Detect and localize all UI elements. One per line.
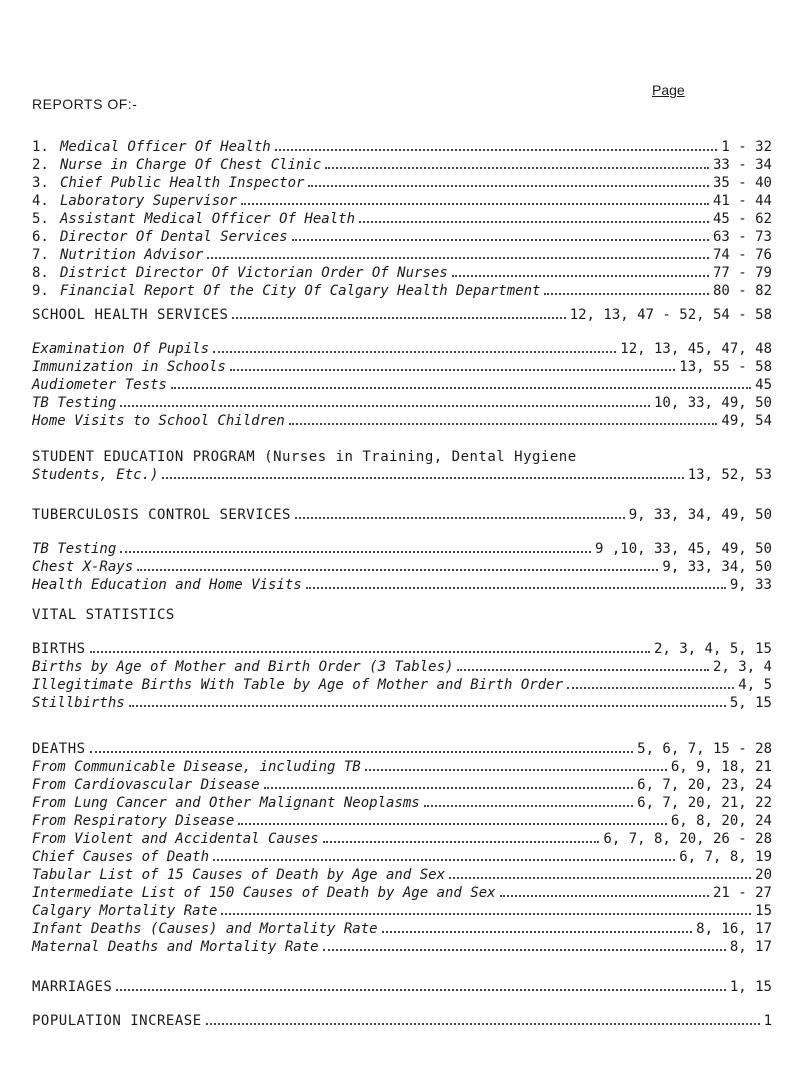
list-item: 2. Nurse in Charge Of Chest Clinic 33 - 34 xyxy=(32,157,772,173)
list-item: Home Visits to School Children 49, 54 xyxy=(32,413,772,429)
section-heading-continued: Students, Etc.) 13, 52, 53 xyxy=(32,467,772,483)
list-item: Calgary Mortality Rate 15 xyxy=(32,903,772,919)
list-item: 5. Assistant Medical Officer Of Health 45 - 62 xyxy=(32,211,772,227)
list-item: From Respiratory Disease 6, 8, 20, 24 xyxy=(32,813,772,829)
list-item: Illegitimate Births With Table by Age of Mother and Birth Order 4, 5 xyxy=(32,677,772,693)
list-item: Maternal Deaths and Mortality Rate 8, 17 xyxy=(32,939,772,955)
subsection-heading: MARRIAGES 1, 15 xyxy=(32,979,772,995)
list-item: 3. Chief Public Health Inspector 35 - 40 xyxy=(32,175,772,191)
list-item: TB Testing 9 ,10, 33, 45, 49, 50 xyxy=(32,541,772,557)
index-page xyxy=(32,0,772,1088)
list-item: Audiometer Tests 45 xyxy=(32,377,772,393)
reports-list xyxy=(32,138,772,300)
list-item: 8. District Director Of Victorian Order Of Nurses 77 - 79 xyxy=(32,265,772,281)
list-item: 1. Medical Officer Of Health 1 - 32 xyxy=(32,139,772,155)
list-item: Births by Age of Mother and Birth Order (3 Tables) 2, 3, 4 xyxy=(32,659,772,675)
list-item: Intermediate List of 150 Causes of Death by Age and Sex 21 - 27 xyxy=(32,885,772,901)
list-item: 7. Nutrition Advisor 74 - 76 xyxy=(32,247,772,263)
page-column-label: Page xyxy=(652,82,685,98)
list-item: Stillbirths 5, 15 xyxy=(32,695,772,711)
section-heading: STUDENT EDUCATION PROGRAM (Nurses in Training, Dental Hygiene xyxy=(32,449,577,465)
tb-control-items xyxy=(32,540,772,594)
section-heading: TUBERCULOSIS CONTROL SERVICES 9, 33, 34, 49, 50 xyxy=(32,507,772,523)
list-item: Chief Causes of Death 6, 7, 8, 19 xyxy=(32,849,772,865)
list-item: Chest X-Rays 9, 33, 34, 50 xyxy=(32,559,772,575)
list-item: 6. Director Of Dental Services 63 - 73 xyxy=(32,229,772,245)
list-item: 4. Laboratory Supervisor 41 - 44 xyxy=(32,193,772,209)
school-health-items xyxy=(32,340,772,430)
school-health-section xyxy=(32,306,772,324)
list-item: TB Testing 10, 33, 49, 50 xyxy=(32,395,772,411)
population-section xyxy=(32,1012,772,1030)
reports-title: REPORTS OF:- xyxy=(32,96,138,112)
section-heading: SCHOOL HEALTH SERVICES 12, 13, 47 - 52, 54 - 58 xyxy=(32,307,772,323)
list-item: From Lung Cancer and Other Malignant Neoplasms 6, 7, 20, 21, 22 xyxy=(32,795,772,811)
deaths-section xyxy=(32,740,772,956)
subsection-heading: BIRTHS 2, 3, 4, 5, 15 xyxy=(32,641,772,657)
list-item: From Violent and Accidental Causes 6, 7, 8, 20, 26 - 28 xyxy=(32,831,772,847)
student-education-section xyxy=(32,448,772,484)
births-section xyxy=(32,640,772,712)
vital-statistics-section xyxy=(32,606,772,624)
tb-control-section xyxy=(32,506,772,524)
subsection-heading: POPULATION INCREASE 1 xyxy=(32,1013,772,1029)
list-item: From Communicable Disease, including TB 6, 9, 18, 21 xyxy=(32,759,772,775)
subsection-heading: DEATHS 5, 6, 7, 15 - 28 xyxy=(32,741,772,757)
list-item: Immunization in Schools 13, 55 - 58 xyxy=(32,359,772,375)
list-item: Health Education and Home Visits 9, 33 xyxy=(32,577,772,593)
list-item: Examination Of Pupils 12, 13, 45, 47, 48 xyxy=(32,341,772,357)
list-item: 9. Financial Report Of the City Of Calgary Health Department 80 - 82 xyxy=(32,283,772,299)
list-item: Infant Deaths (Causes) and Mortality Rate 8, 16, 17 xyxy=(32,921,772,937)
list-item: From Cardiovascular Disease 6, 7, 20, 23, 24 xyxy=(32,777,772,793)
list-item: Tabular List of 15 Causes of Death by Age and Sex 20 xyxy=(32,867,772,883)
marriages-section xyxy=(32,978,772,996)
section-heading: VITAL STATISTICS xyxy=(32,607,175,623)
